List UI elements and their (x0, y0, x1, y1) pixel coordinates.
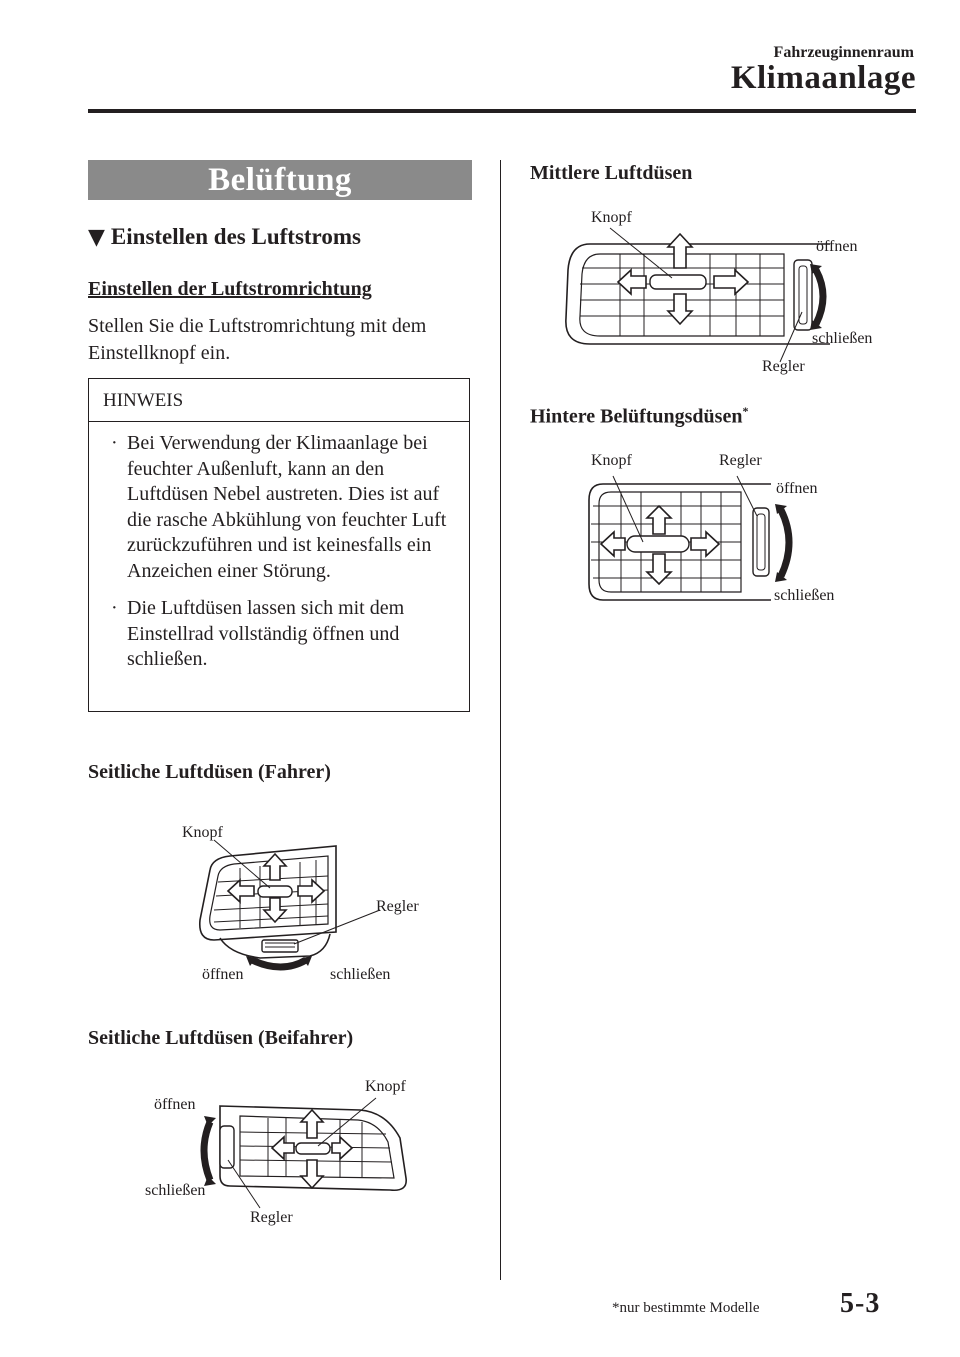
label-knob: Knopf (365, 1078, 406, 1095)
subheading: Einstellen der Luftstromrichtung (88, 278, 372, 300)
label-close: schließen (812, 330, 873, 347)
label-regulator: Regler (376, 898, 419, 915)
note-item: · Bei Verwendung der Klimaanlage bei feuchter Außenluft, kann an den Luftdüsen Nebel austreten. Dies ist auf die rasche Abkühlung von feuchter Luft zurückzuführen und ist keinesfalls ein Anzeichen einer Störung. (127, 431, 467, 584)
label-open: öffnen (202, 966, 244, 983)
label-knob: Knopf (591, 209, 632, 226)
label-close: schließen (330, 966, 391, 983)
label-regulator: Regler (250, 1209, 293, 1226)
note-item: · Die Luftdüsen lassen sich mit dem Einstellrad vollständig öffnen und schließen. (127, 596, 467, 673)
vent-diagram-center (560, 232, 830, 362)
figure-caption-rear (530, 404, 748, 429)
header-rule (88, 109, 916, 113)
chapter-title: Fahrzeuginnenraum (773, 44, 914, 61)
vent-diagram-side-passenger (190, 1098, 420, 1208)
label-knob: Knopf (182, 824, 223, 841)
heading (88, 224, 361, 250)
section-title-bar: Belüftung (88, 160, 472, 200)
caption-text: Hintere Belüftungsdüsen (530, 405, 743, 428)
label-open: öffnen (776, 480, 818, 497)
note-title: HINWEIS (89, 379, 469, 422)
label-regulator: Regler (719, 452, 762, 469)
label-knob: Knopf (591, 452, 632, 469)
heading-text: Einstellen des Luftstroms (110, 224, 361, 249)
figure-caption-center: Mittlere Luftdüsen (530, 162, 693, 184)
column-divider (500, 160, 501, 1280)
triangle-marker-icon: ▼ (88, 224, 105, 250)
page-number: 5-3 (840, 1288, 881, 1319)
label-close: schließen (145, 1182, 206, 1199)
section-header: Klimaanlage (730, 60, 916, 96)
label-open: öffnen (816, 238, 858, 255)
figure-caption-side-driver: Seitliche Luftdüsen (Fahrer) (88, 761, 331, 783)
note-box (88, 378, 470, 712)
asterisk: * (742, 404, 749, 418)
label-regulator: Regler (762, 358, 805, 375)
vent-diagram-side-driver (190, 840, 350, 975)
label-close: schließen (774, 587, 835, 604)
label-open: öffnen (154, 1096, 196, 1113)
vent-diagram-rear (585, 480, 825, 605)
intro-text: Stellen Sie die Luftstromrichtung mit dem Einstellknopf ein. (88, 315, 427, 364)
footer-note: *nur bestimmte Modelle (612, 1300, 760, 1316)
figure-caption-side-passenger: Seitliche Luftdüsen (Beifahrer) (88, 1027, 354, 1049)
note-list (89, 431, 467, 685)
